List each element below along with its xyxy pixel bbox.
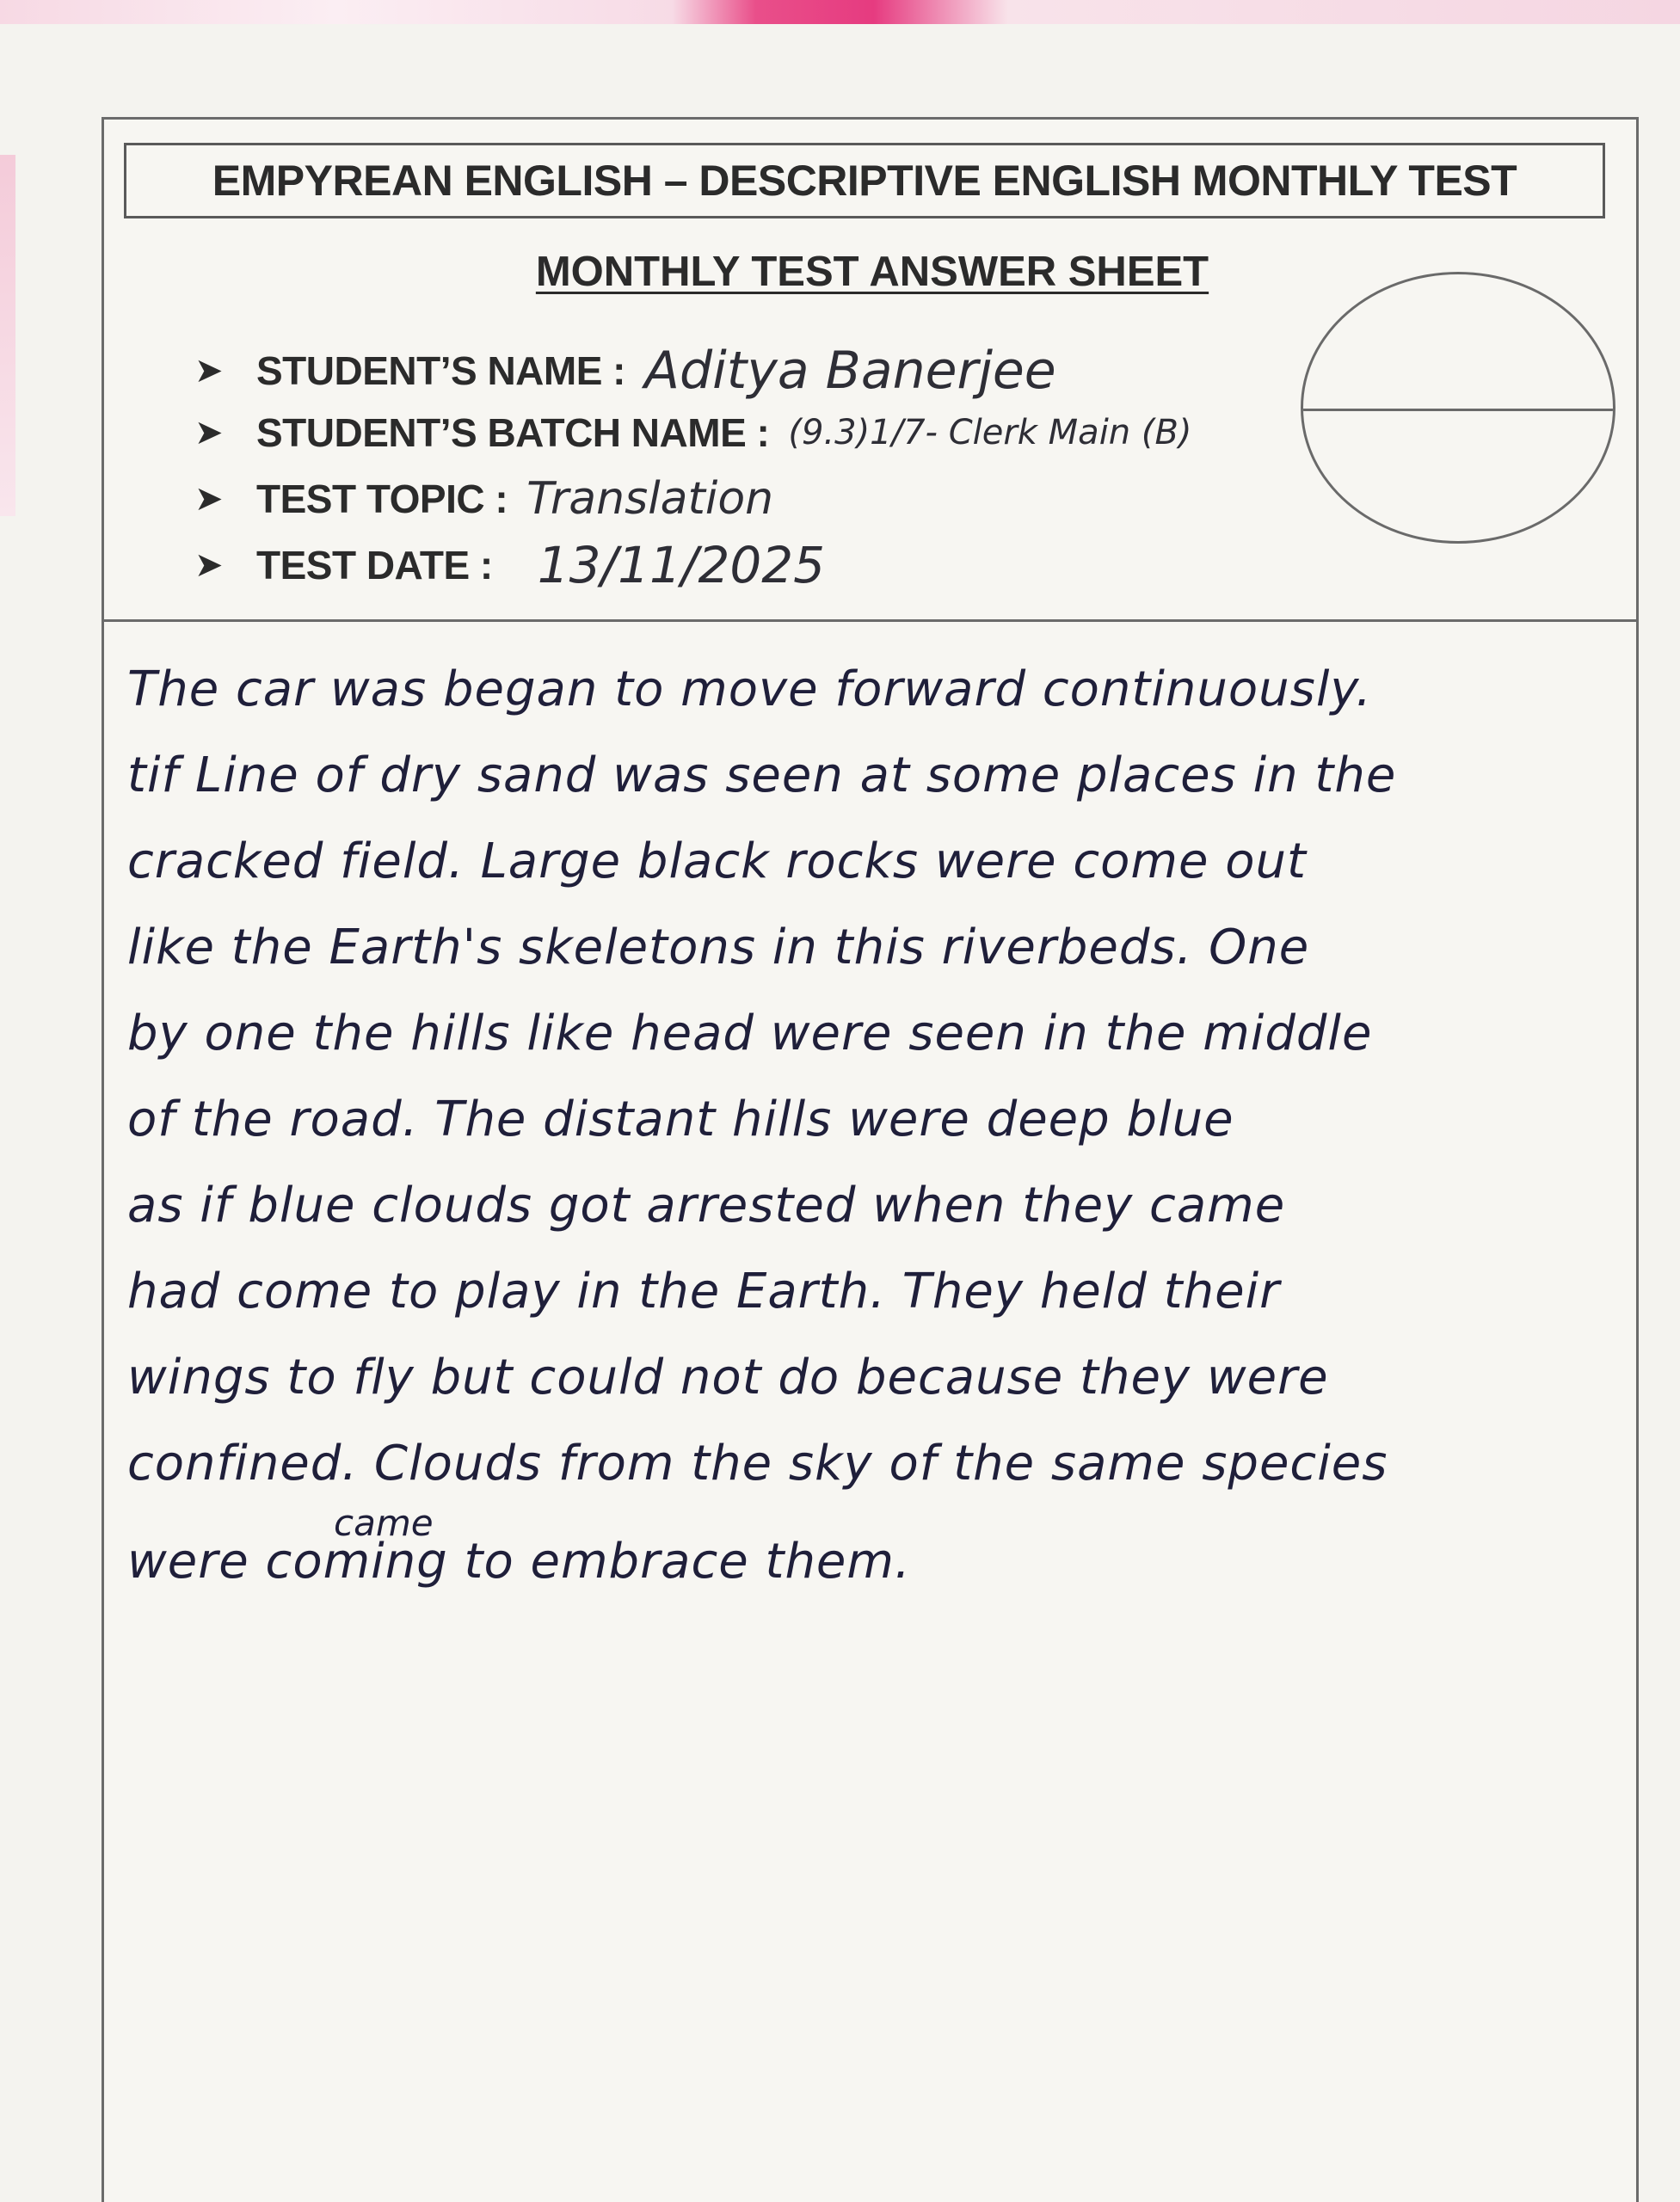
batch-name-label: STUDENT’S BATCH NAME : (256, 410, 770, 455)
student-name-field (194, 341, 1056, 401)
answer-line: by one the hills like head were seen in the middle (127, 1006, 1373, 1061)
answer-line: The car was began to move forward continuously. (127, 661, 1372, 717)
answer-line: like the Earth's skeletons in this riverbeds. One (127, 920, 1310, 975)
batch-name-field (194, 403, 1192, 463)
answer-line: tif Line of dry sand was seen at some places in the (127, 747, 1397, 803)
last-line-wrap (127, 1502, 1615, 1605)
batch-name-value: (9.3)1/7- Clerk Main (B) (788, 413, 1192, 452)
answer-line: had come to play in the Earth. They held their (127, 1264, 1281, 1319)
answer-line: wings to fly but could not do because they were (127, 1350, 1329, 1405)
student-name-value: Aditya Banerjee (644, 341, 1056, 401)
student-name-label: STUDENT’S NAME : (256, 348, 625, 393)
pink-paper-edge-top (0, 0, 1680, 24)
arrow-bullet-icon: ➤ (194, 480, 224, 518)
sheet-subtitle: MONTHLY TEST ANSWER SHEET (535, 249, 1209, 295)
arrow-bullet-icon: ➤ (194, 414, 224, 452)
test-date-label: TEST DATE : (256, 543, 493, 587)
answer-line: of the road. The distant hills were deep blue (127, 1092, 1234, 1147)
answer-line: confined. Clouds from the sky of the same species (127, 1436, 1388, 1492)
test-date-field (194, 535, 825, 595)
test-topic-label: TEST TOPIC : (256, 477, 508, 521)
title-box (124, 143, 1605, 218)
arrow-bullet-icon: ➤ (194, 352, 224, 390)
arrow-bullet-icon: ➤ (194, 546, 224, 584)
test-topic-value: Translation (526, 473, 774, 525)
inserted-word: came (334, 1502, 434, 1544)
handwritten-answer (127, 647, 1615, 1605)
answer-line: as if blue clouds got arrested when they came (127, 1178, 1286, 1233)
pink-paper-edge-left (0, 155, 15, 516)
answer-line: cracked field. Large black rocks were come out (127, 833, 1307, 889)
page-title: EMPYREAN ENGLISH – DESCRIPTIVE ENGLISH MONTHLY TEST (212, 157, 1517, 205)
marks-circle (1301, 272, 1615, 544)
test-date-value: 13/11/2025 (537, 536, 826, 594)
answer-line: were coming to embrace them. (127, 1534, 911, 1590)
marks-circle-divider (1303, 409, 1613, 411)
test-topic-field (194, 469, 773, 529)
header-divider (102, 619, 1639, 622)
